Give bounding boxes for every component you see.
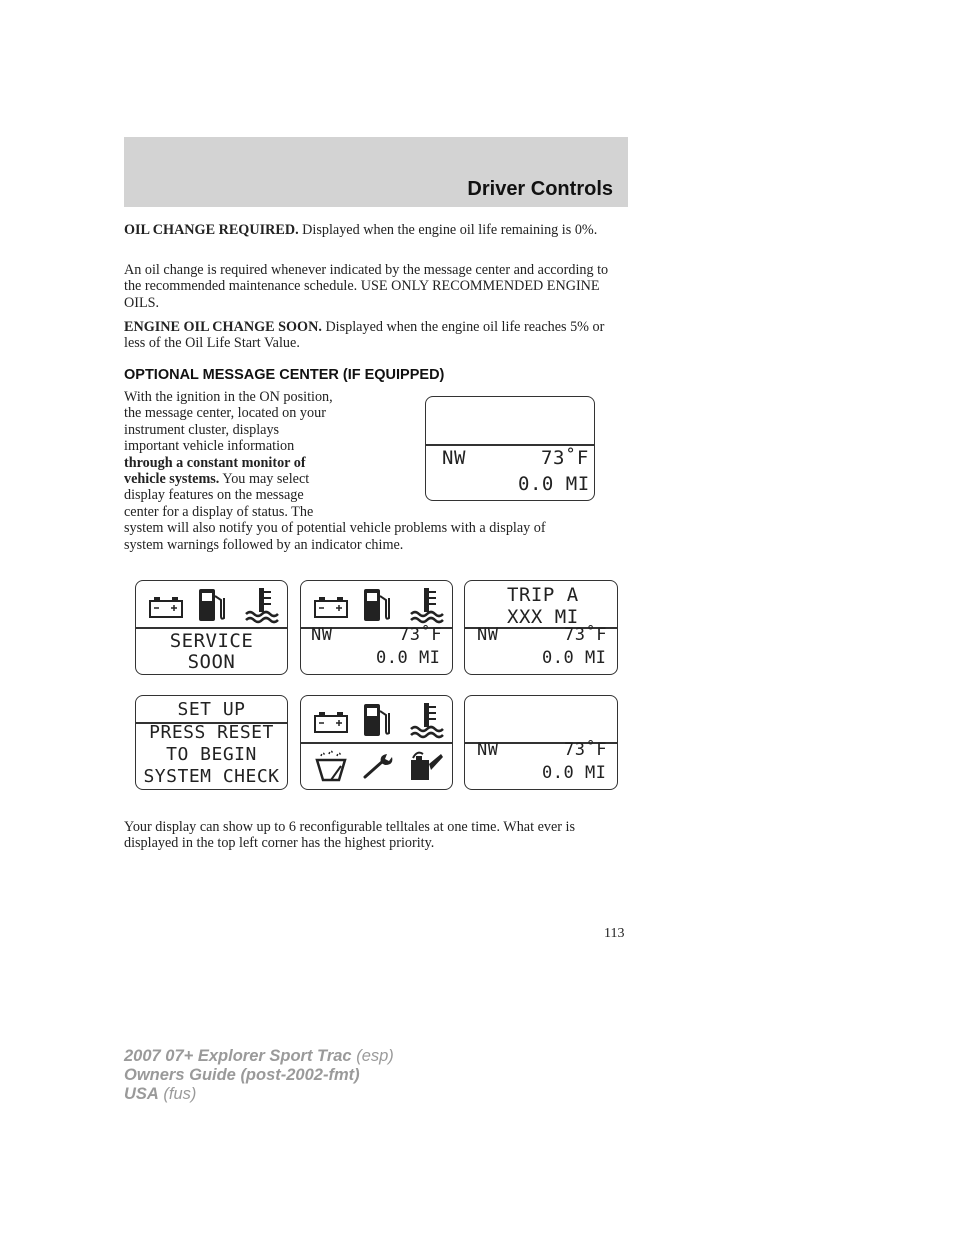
service-line1: SERVICE	[169, 630, 254, 652]
trip-label: TRIP A	[507, 584, 579, 606]
display-divider	[426, 444, 594, 446]
para1-text: Displayed when the engine oil life remaining is 0%.	[298, 222, 598, 238]
display-trip-a	[464, 580, 618, 675]
section-title: Driver Controls	[467, 178, 613, 200]
para4-after-bold: You may select	[219, 471, 310, 488]
para3-text: Displayed when the engine oil life reaches 5% or less of the Oil Life Start Value.	[124, 319, 605, 352]
document-footer	[124, 1047, 394, 1104]
para4-line: system warnings followed by an indicator chime.	[124, 536, 404, 553]
section-header	[124, 137, 628, 207]
compass-direction: NW	[477, 740, 499, 760]
trip-odometer: 0.0 MI	[542, 648, 607, 668]
fuel-pump-icon	[361, 586, 393, 624]
para4-line: important vehicle information	[124, 438, 295, 455]
coolant-temp-icon	[409, 586, 445, 624]
paragraph-oil-change-schedule: An oil change is required whenever indicated by the message center and according to the recommended maintenance schedule. USE ONLY RECOMMENDED ENGINE OILS.	[124, 262, 609, 311]
paragraph-oil-change-soon	[124, 319, 628, 352]
para4-line: center for a display of status. The	[124, 503, 314, 520]
wrench-icon	[361, 751, 395, 781]
display-divider	[301, 742, 452, 744]
setup-line4: SYSTEM CHECK	[143, 766, 280, 787]
display-service-soon	[135, 580, 288, 675]
para4-line: the message center, located on your	[124, 405, 326, 422]
trip-distance: XXX MI	[507, 606, 579, 628]
display-telltales	[300, 695, 453, 790]
setup-line1: SET UP	[177, 699, 246, 720]
footer-model-code: (esp)	[351, 1047, 394, 1065]
outside-temperature: 73˚F	[541, 447, 589, 469]
outside-temperature: 73˚F	[399, 625, 442, 645]
term-engine-oil-change-soon: ENGINE OIL CHANGE SOON.	[124, 319, 322, 335]
setup-line3: TO BEGIN	[166, 744, 257, 765]
outside-temperature: 73˚F	[564, 625, 607, 645]
page-number: 113	[604, 926, 625, 941]
para4-line: display features on the message	[124, 487, 304, 504]
footer-market: USA	[124, 1085, 159, 1103]
compass-direction: NW	[477, 625, 499, 645]
subheading-message-center: OPTIONAL MESSAGE CENTER (IF EQUIPPED)	[124, 367, 445, 383]
setup-line2: PRESS RESET	[149, 722, 274, 743]
coolant-temp-icon	[244, 586, 280, 624]
washer-fluid-icon	[311, 746, 351, 784]
display-standard	[464, 695, 618, 790]
coolant-temp-icon	[409, 701, 445, 739]
paragraph-telltales: Your display can show up to 6 reconfigurable telltales at one time. What ever is displayed in the top left corner has the highest priority.	[124, 819, 575, 852]
fuel-pump-icon	[361, 701, 393, 739]
display-divider	[136, 627, 287, 629]
fuel-pump-icon	[196, 586, 228, 624]
para4-bold-line: vehicle systems.	[124, 471, 220, 488]
display-setup	[135, 695, 288, 790]
para4-line: With the ignition in the ON position,	[124, 389, 333, 405]
trip-odometer: 0.0 MI	[518, 473, 590, 495]
outside-temperature: 73˚F	[564, 740, 607, 760]
battery-icon	[148, 593, 184, 619]
trip-odometer: 0.0 MI	[376, 648, 441, 668]
trip-odometer: 0.0 MI	[542, 763, 607, 783]
footer-model: 2007 07+ Explorer Sport Trac	[124, 1047, 352, 1065]
battery-icon	[313, 708, 349, 734]
term-oil-change-required: OIL CHANGE REQUIRED.	[124, 222, 299, 238]
compass-direction: NW	[442, 447, 466, 469]
para4-bold-line: through a constant monitor of	[124, 454, 306, 471]
compass-direction: NW	[311, 625, 333, 645]
service-line2: SOON	[187, 651, 236, 673]
display-icons-status	[300, 580, 453, 675]
oil-can-icon	[407, 746, 445, 784]
para4-line: instrument cluster, displays	[124, 421, 280, 438]
footer-guide: Owners Guide (post-2002-fmt)	[124, 1066, 360, 1084]
battery-icon	[313, 593, 349, 619]
footer-market-code: (fus)	[158, 1085, 197, 1103]
paragraph-oil-change-required	[124, 222, 628, 238]
para4-line: system will also notify you of potential vehicle problems with a display of	[124, 520, 546, 537]
message-center-display-main	[425, 396, 595, 501]
